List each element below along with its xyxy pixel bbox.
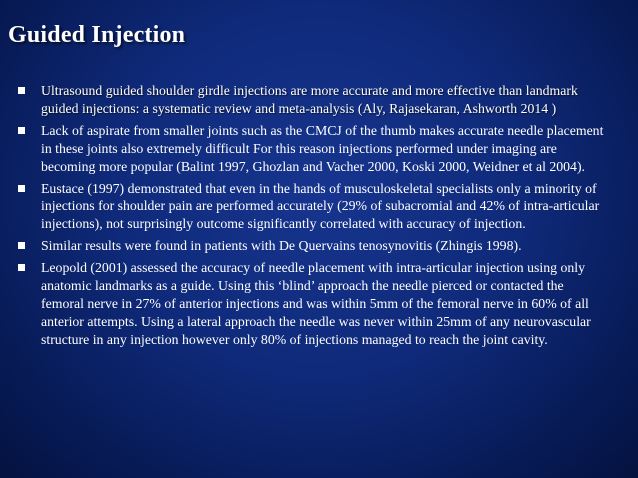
square-bullet-icon: [18, 185, 25, 192]
bullet-item-3: [8, 180, 608, 234]
bullet-text: Lack of aspirate from smaller joints such as the CMCJ of the thumb makes accurate needle placement in these joints also extremely difficult For this reason injections performed under imaging are becoming more popular (Balint 1997, Ghozlan and Vacher 2000, Koski 2000, Weidner et al 2004).: [41, 122, 604, 174]
square-bullet-icon: [18, 264, 25, 271]
square-bullet-icon: [18, 242, 25, 249]
bullet-text: Similar results were found in patients with De Quervains tenosynovitis (Zhingis 1998).: [41, 238, 522, 254]
bullet-item-5: [8, 259, 608, 349]
bullet-text: Leopold (2001) assessed the accuracy of needle placement with intra-articular injection using only anatomic landmarks as a guide. Using this ‘blind’ approach the needle pierced or contacted the femoral nerve in 27% of anterior injections and was within 5mm of the femoral nerve in 60% of all anterior attempts. Using a lateral approach the needle was never within 25mm of any neurovascular structure in any injection however only 80% of injections managed to reach the joint cavity.: [41, 260, 591, 347]
slide-title: Guided Injection: [8, 22, 186, 48]
bullet-item-4: [8, 237, 608, 255]
bullet-text: Ultrasound guided shoulder girdle injections are more accurate and more effective than landmark guided injections: a systematic review and meta-analysis (Aly, Rajasekaran, Ashworth 2014 ): [41, 83, 578, 116]
bullet-item-1: [8, 82, 608, 118]
square-bullet-icon: [18, 127, 25, 134]
bullet-text: Eustace (1997) demonstrated that even in the hands of musculoskeletal specialists only a minority of injections for shoulder pain are performed accurately (29% of subacromial and 42% of intra-articular injections), not surprisingly outcome significantly correlated with accuracy of injection.: [41, 180, 600, 232]
bullet-list: [8, 82, 608, 353]
bullet-item-2: [8, 122, 608, 176]
square-bullet-icon: [18, 87, 25, 94]
